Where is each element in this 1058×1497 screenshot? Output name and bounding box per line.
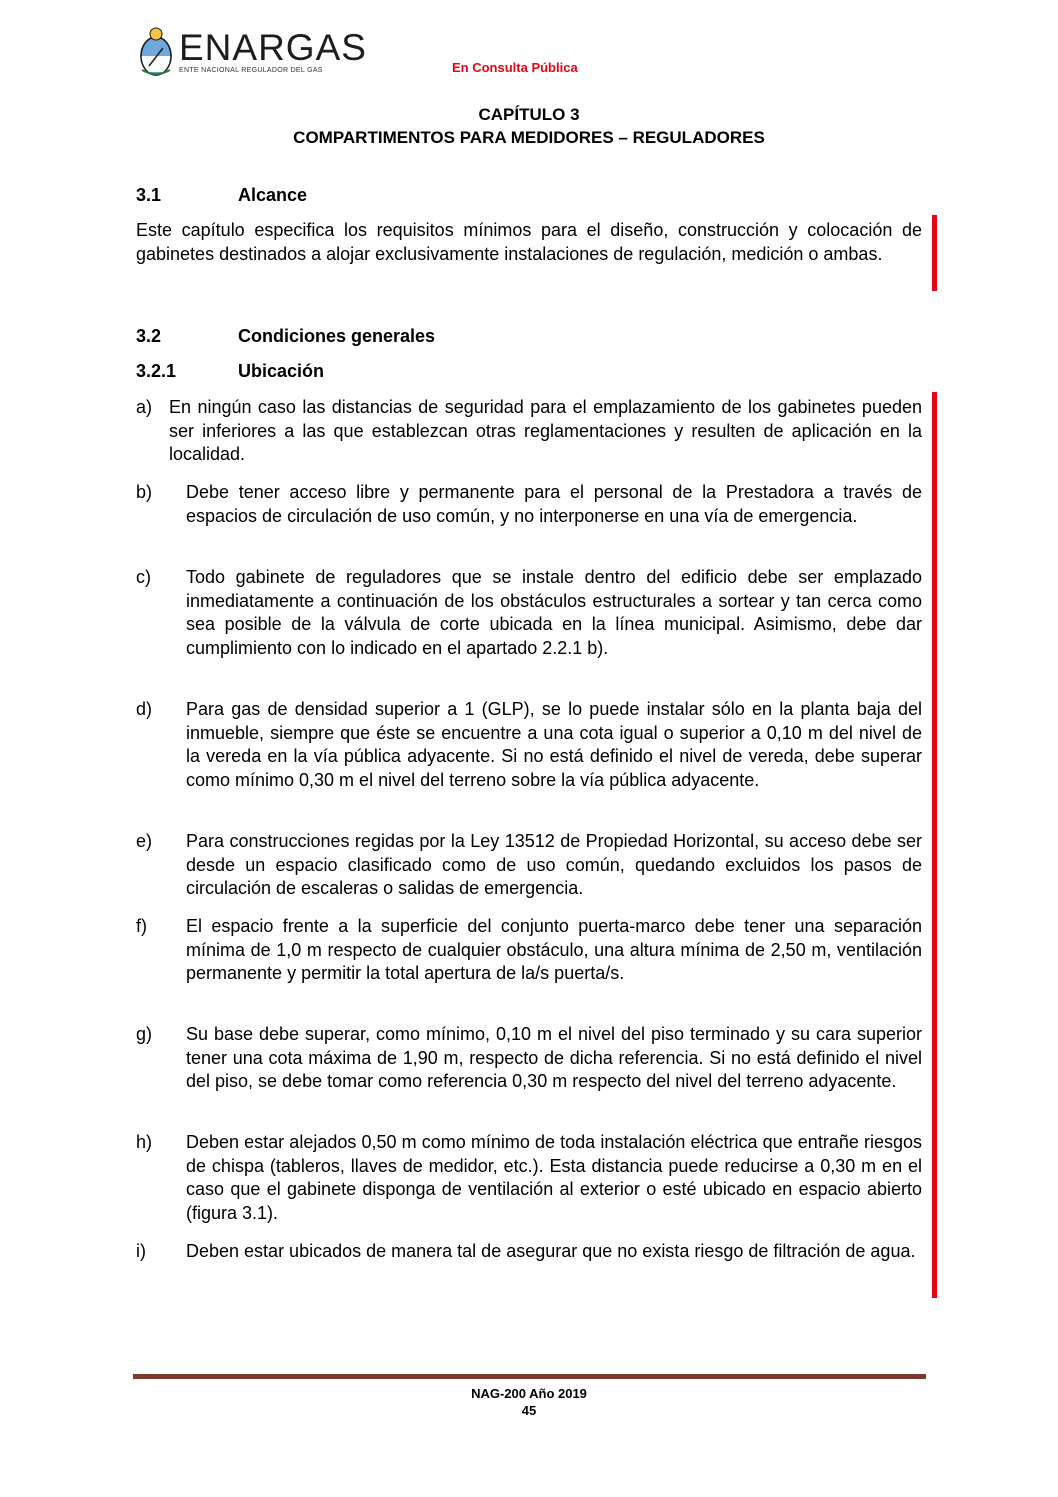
list-item bbox=[136, 830, 922, 901]
list-item-text: Su base debe superar, como mínimo, 0,10 m el nivel del piso terminado y su cara superior tener una cota máxima de 1,90 m, respecto de dicha referencia. Si no está definido el nivel del piso, se debe tomar como referencia 0,30 m respecto del nivel del terreno adyacente. bbox=[186, 1024, 922, 1092]
section-number: 3.1 bbox=[136, 185, 162, 205]
argentina-coat-of-arms-icon bbox=[137, 26, 175, 78]
revision-change-bar bbox=[932, 392, 937, 1298]
footer-rule bbox=[133, 1374, 926, 1379]
list-item-label: e) bbox=[136, 831, 153, 851]
footer-document-id: NAG-200 Año 2019 bbox=[471, 1386, 587, 1401]
consultation-status: En Consulta Pública bbox=[452, 60, 578, 75]
page-number: 45 bbox=[521, 1403, 537, 1418]
list-item bbox=[136, 566, 922, 661]
revision-change-bar bbox=[932, 215, 937, 291]
list-item-label: b) bbox=[136, 482, 153, 502]
list-item-label: f) bbox=[136, 916, 147, 936]
list-item-text: Para construcciones regidas por la Ley 13512 de Propiedad Horizontal, su acceso debe ser desde un espacio clasificado como de uso común, quedando excluidos los pasos de circulación de escaleras o salidas de emergencia. bbox=[186, 831, 922, 899]
list-item bbox=[136, 481, 922, 528]
list-item-label: a) bbox=[136, 397, 153, 417]
list-item-text: Debe tener acceso libre y permanente para el personal de la Prestadora a través de espacios de circulación de uso común, y no interponerse en una vía de emergencia. bbox=[186, 482, 922, 526]
list-item-text: En ningún caso las distancias de seguridad para el emplazamiento de los gabinetes pueden ser inferiores a las que establezcan otras reglamentaciones y resulten de aplicación en la localidad. bbox=[169, 397, 922, 465]
section-heading-3-1 bbox=[136, 184, 307, 206]
section-heading-3-2 bbox=[136, 325, 435, 347]
list-item-text: Todo gabinete de reguladores que se instale dentro del edificio debe ser emplazado inmediatamente a continuación de los obstáculos estructurales a sortear y tan cerca como sea posible de la válvula de corte ubicada en la línea municipal. Asimismo, debe dar cumplimiento con lo indicado en el apartado 2.2.1 b). bbox=[186, 567, 922, 659]
section-number: 3.2 bbox=[136, 326, 162, 346]
list-item-text: Para gas de densidad superior a 1 (GLP), se lo puede instalar sólo en la planta baja del inmueble, siempre que éste se encuentre a una cota igual o superior a 0,10 m del nivel de la vereda en la vía pública adyacente. Si no está definido el nivel de vereda, debe superar como mínimo 0,30 m el nivel del terreno sobre la vía pública adyacente. bbox=[186, 699, 922, 791]
chapter-number: CAPÍTULO 3 bbox=[478, 105, 580, 124]
section-3-1-body: Este capítulo especifica los requisitos mínimos para el diseño, construcción y colocación de gabinetes destinados a alojar exclusivamente instalaciones de regulación, medición o ambas. bbox=[136, 220, 922, 264]
list-item-label: h) bbox=[136, 1132, 153, 1152]
section-number: 3.2.1 bbox=[136, 361, 177, 381]
list-item bbox=[136, 698, 922, 793]
list-item-label: d) bbox=[136, 699, 153, 719]
list-item-label: i) bbox=[136, 1241, 146, 1261]
section-title: Alcance bbox=[238, 185, 308, 205]
section-heading-3-2-1 bbox=[136, 360, 324, 382]
list-item-text: Deben estar alejados 0,50 m como mínimo de toda instalación eléctrica que entrañe riesgos de chispa (tableros, llaves de medidor, etc.). Esta distancia puede reducirse a 0,30 m en el caso que el gabinete disponga de ventilación al exterior o esté ubicado en espacio abierto (figura 3.1). bbox=[186, 1132, 922, 1224]
logo-wordmark: ENARGAS bbox=[179, 27, 367, 68]
section-title: Condiciones generales bbox=[238, 326, 436, 346]
list-item-label: g) bbox=[136, 1024, 153, 1044]
list-item bbox=[136, 1240, 922, 1264]
chapter-title: COMPARTIMENTOS PARA MEDIDORES – REGULADORES bbox=[293, 128, 765, 147]
list-item bbox=[136, 1131, 922, 1226]
enargas-logo bbox=[137, 26, 367, 78]
logo-subtitle: ENTE NACIONAL REGULADOR DEL GAS bbox=[179, 67, 323, 74]
list-item bbox=[136, 396, 922, 467]
list-item-text: El espacio frente a la superficie del conjunto puerta-marco debe tener una separación mínima de 1,0 m respecto de cualquier obstáculo, una altura mínima de 2,50 m, ventilación permanente y permitir la total apertura de la/s puerta/s. bbox=[186, 916, 922, 984]
list-item-label: c) bbox=[136, 567, 151, 587]
list-item bbox=[136, 915, 922, 986]
section-title: Ubicación bbox=[238, 361, 325, 381]
list-item-text: Deben estar ubicados de manera tal de asegurar que no exista riesgo de filtración de agua. bbox=[186, 1241, 916, 1261]
list-item bbox=[136, 1023, 922, 1094]
